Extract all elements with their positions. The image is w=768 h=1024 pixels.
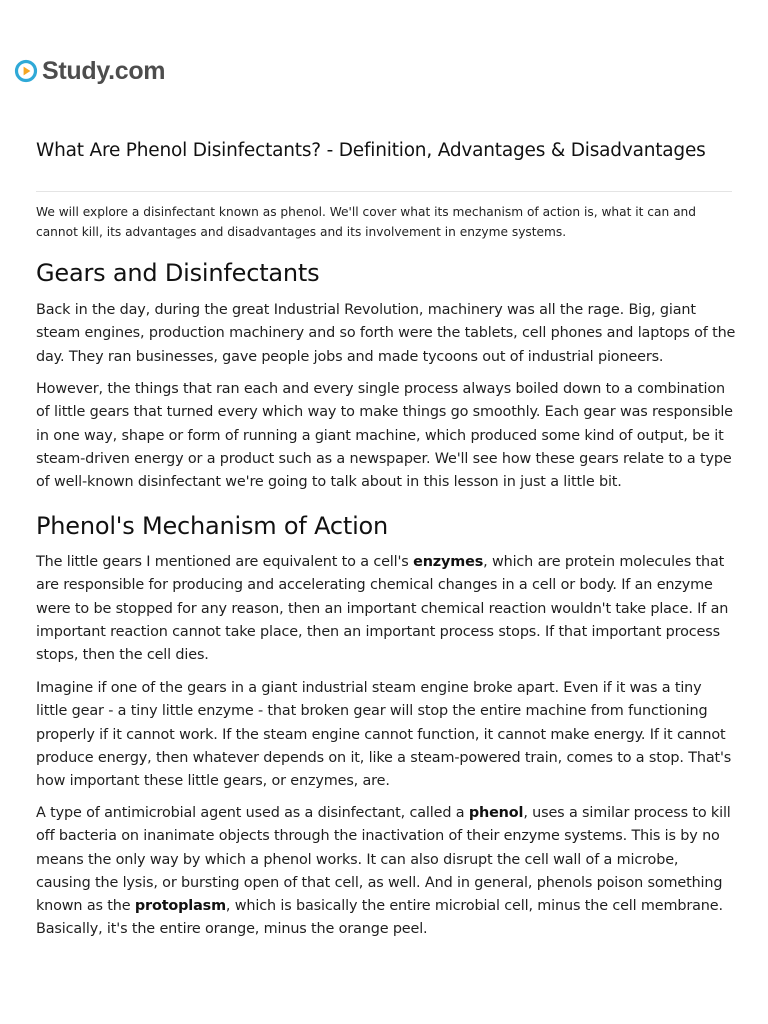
term-phenol: phenol bbox=[468, 805, 524, 821]
paragraph-text: The little gears I mentioned are equivalent to a cell's bbox=[36, 554, 414, 570]
paragraph-text: , uses a similar process to kill off bacteria on inanimate objects through the inactivation of their enzyme systems. This is by no means the only way by which a phenol works. It can also disrupt the cell wall of a microbe, causing the lysis, or bursting open of that cell, as well. And in general, phenols poison something known as the bbox=[36, 805, 731, 915]
paragraph-text: , which are protein molecules that are responsible for producing and accelerating chemical changes in a cell or body. If an enzyme were to be stopped for any reason, then an important chemical reaction wouldn't take place. If an important reaction cannot take place, then an important process stops. If that important process stops, then the cell dies. bbox=[36, 554, 729, 664]
intro-summary: We will explore a disinfectant known as phenol. We'll cover what its mechanism of action is, what it can and cannot kill, its advantages and disadvantages and its involvement in enzyme systems. bbox=[36, 205, 697, 239]
paragraph: Back in the day, during the great Industrial Revolution, machinery was all the rage. Big, giant steam engines, production machinery and so forth were the tablets, cell phones and laptops of the day. They ran businesses, gave people jobs and made tycoons out of industrial pioneers. bbox=[36, 302, 736, 365]
paragraph-text: A type of antimicrobial agent used as a disinfectant, called a bbox=[36, 805, 469, 821]
section-heading-mechanism: Phenol's Mechanism of Action bbox=[36, 512, 389, 540]
paragraph bbox=[36, 802, 736, 942]
term-protoplasm: protoplasm bbox=[134, 898, 226, 915]
paragraph: However, the things that ran each and every single process always boiled down to a combination of little gears that turned every which way to make things go smoothly. Each gear was responsible in one way, shape or form of running a giant machine, which produced some kind of output, be it steam-driven energy or a product such as a newspaper. We'll see how these gears relate to a type of well-known disinfectant we're going to talk about in this lesson in just a little bit. bbox=[36, 381, 733, 491]
study-logo-icon bbox=[14, 59, 38, 83]
term-enzymes: enzymes bbox=[413, 554, 484, 570]
title-divider bbox=[36, 191, 732, 192]
section-heading-gears: Gears and Disinfectants bbox=[36, 259, 320, 287]
study-logo[interactable] bbox=[14, 55, 165, 87]
paragraph bbox=[36, 551, 736, 667]
logo-text: Study.com bbox=[42, 56, 166, 85]
paragraph-text: , which is basically the entire microbial cell, minus the cell membrane. Basically, it's the entire orange, minus the orange peel. bbox=[36, 898, 723, 938]
paragraph: Imagine if one of the gears in a giant industrial steam engine broke apart. Even if it was a tiny little gear - a tiny little enzyme - that broken gear will stop the entire machine from functioning properly if it cannot work. If the steam engine cannot function, it cannot make energy. If it cannot produce energy, then whatever depends on it, like a steam-powered train, comes to a stop. That's how important these little gears, or enzymes, are. bbox=[36, 680, 732, 790]
document-title: What Are Phenol Disinfectants? - Definition, Advantages & Disadvantages bbox=[36, 140, 706, 161]
